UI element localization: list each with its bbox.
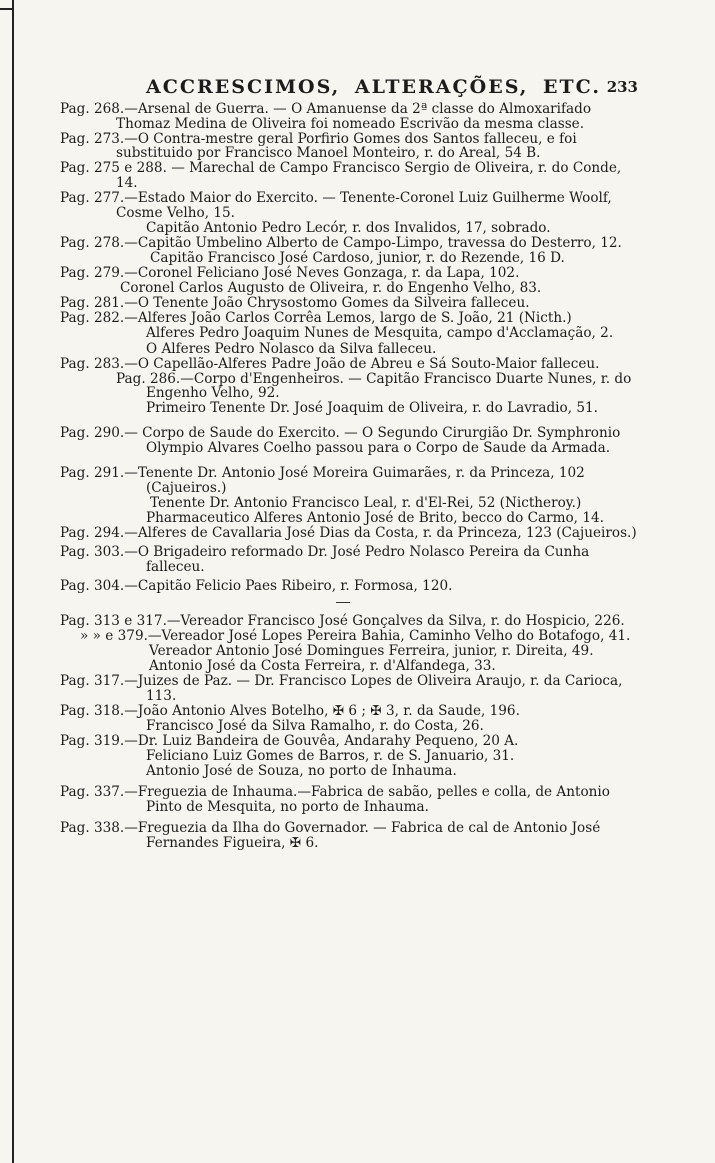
entry-282-sub-2: O Alferes Pedro Nolasco da Silva falleceu. <box>146 340 437 357</box>
entry-278: Pag. 278.—Capitão Umbelino Alberto de Campo-Limpo, travessa do Desterro, 12. <box>60 234 622 251</box>
entry-277-sub: Capitão Antonio Pedro Lecór, r. dos Invalidos, 17, sobrado. <box>146 219 551 236</box>
page-number: 233 <box>606 78 638 96</box>
entry-317-juizes: Pag. 317.—Juizes de Paz. — Dr. Francisco Lopes de Oliveira Araujo, r. da Carioca, 113. <box>60 673 623 704</box>
document-body <box>60 102 640 851</box>
entry-303: Pag. 303.—O Brigadeiro reformado Dr. José Pedro Nolasco Pereira da Cunha falleceu. <box>60 544 590 575</box>
entry-275: Pag. 275 e 288. — Marechal de Campo Francisco Sergio de Oliveira, r. do Conde, 14. <box>60 160 622 191</box>
entry-338: Pag. 338.—Freguezia da Ilha do Governador. — Fabrica de cal de Antonio José Fernandes Figueira, ✠ 6. <box>60 820 601 851</box>
entry-279: Pag. 279.—Coronel Feliciano José Neves Gonzaga, r. da Lapa, 102. <box>60 265 520 282</box>
entry-318: Pag. 318.—João Antonio Alves Botelho, ✠ 6 ; ✠ 3, r. da Saude, 196. <box>60 702 520 719</box>
page-title: ACCRESCIMOS, ALTERAÇÕES, ETC. <box>146 76 602 98</box>
entry-291-sub-2: Pharmaceutico Alferes Antonio José de Brito, becco do Carmo, 14. <box>146 509 604 526</box>
entry-279-sub: Coronel Carlos Augusto de Oliveira, r. do Engenho Velho, 83. <box>120 280 542 297</box>
entry-286: Pag. 286.—Corpo d'Engenheiros. — Capitão Francisco Duarte Nunes, r. do Engenho Velho, 92. <box>116 370 632 402</box>
entry-286-sub: Primeiro Tenente Dr. José Joaquim de Oliveira, r. do Lavradio, 51. <box>146 400 598 417</box>
entry-290: Pag. 290.— Corpo de Saude do Exercito. — O Segundo Cirurgião Dr. Symphronio Olympio Alvares Coelho passou para o Corpo de Saude da Armada. <box>60 425 621 457</box>
crop-mark <box>0 8 12 10</box>
page-header <box>60 76 638 102</box>
entry-304: Pag. 304.—Capitão Felicio Paes Ribeiro, r. Formosa, 120. <box>60 577 453 594</box>
entry-291: Pag. 291.—Tenente Dr. Antonio José Moreira Guimarães, r. da Princeza, 102 (Cajueiros.) <box>60 465 585 496</box>
entry-277: Pag. 277.—Estado Maior do Exercito. — Tenente-Coronel Luiz Guilherme Woolf, Cosme Velho, 15. <box>60 190 612 221</box>
entry-337: Pag. 337.—Freguezia de Inhauma.—Fabrica de sabão, pelles e colla, de Antonio Pinto de Mesquita, no porto de Inhauma. <box>60 784 610 816</box>
entry-282: Pag. 282.—Alferes João Carlos Corrêa Lemos, largo de S. João, 21 (Nicth.) <box>60 310 572 327</box>
section-divider <box>60 594 640 610</box>
entry-268: Pag. 268.—Arsenal de Guerra. — O Amanuense da 2ª classe do Almoxarifado Thomaz Medina de Oliveira foi nomeado Escrivão da mesma classe. <box>60 101 592 132</box>
entry-281: Pag. 281.—O Tenente João Chrysostomo Gomes da Silveira falleceu. <box>60 295 530 312</box>
entry-291-sub-1: Tenente Dr. Antonio Francisco Leal, r. d'El-Rei, 52 (Nictheroy.) <box>150 494 582 511</box>
entry-294: Pag. 294.—Alferes de Cavallaria José Dias da Costa, r. da Princeza, 123 (Cajueiros.) <box>60 525 637 542</box>
entry-282-sub-1: Alferes Pedro Joaquim Nunes de Mesquita, campo d'Acclamação, 2. <box>146 325 614 342</box>
entry-313-317: Pag. 313 e 317.—Vereador Francisco José Gonçalves da Silva, r. do Hospicio, 226. <box>60 612 625 629</box>
entry-319: Pag. 319.—Dr. Luiz Bandeira de Gouvêa, Andarahy Pequeno, 20 A. <box>60 733 519 750</box>
entry-273: Pag. 273.—O Contra-mestre geral Porfirio Gomes dos Santos falleceu, e foi substituido por Francisco Manoel Monteiro, r. do Areal, 54 B. <box>60 130 577 162</box>
entry-379-sub-1: Vereador Antonio José Domingues Ferreira, junior, r. Direita, 49. <box>149 643 594 660</box>
entry-319-sub-2: Antonio José de Souza, no porto de Inhauma. <box>146 763 457 780</box>
entry-283: Pag. 283.—O Capellão-Alferes Padre João de Abreu e Sá Souto-Maior falleceu. <box>60 355 600 372</box>
page-edge-line <box>12 0 14 1163</box>
entry-379: » » e 379.—Vereador José Lopes Pereira Bahia, Caminho Velho do Botafogo, 41. <box>80 628 631 644</box>
entry-318-sub: Francisco José da Silva Ramalho, r. do Costa, 26. <box>146 718 484 735</box>
entry-379-sub-2: Antonio José da Costa Ferreira, r. d'Alfandega, 33. <box>149 658 496 675</box>
entry-278-sub: Capitão Francisco José Cardoso, junior, r. do Rezende, 16 D. <box>150 249 565 266</box>
entry-319-sub-1: Feliciano Luiz Gomes de Barros, r. de S. Januario, 31. <box>146 748 515 765</box>
